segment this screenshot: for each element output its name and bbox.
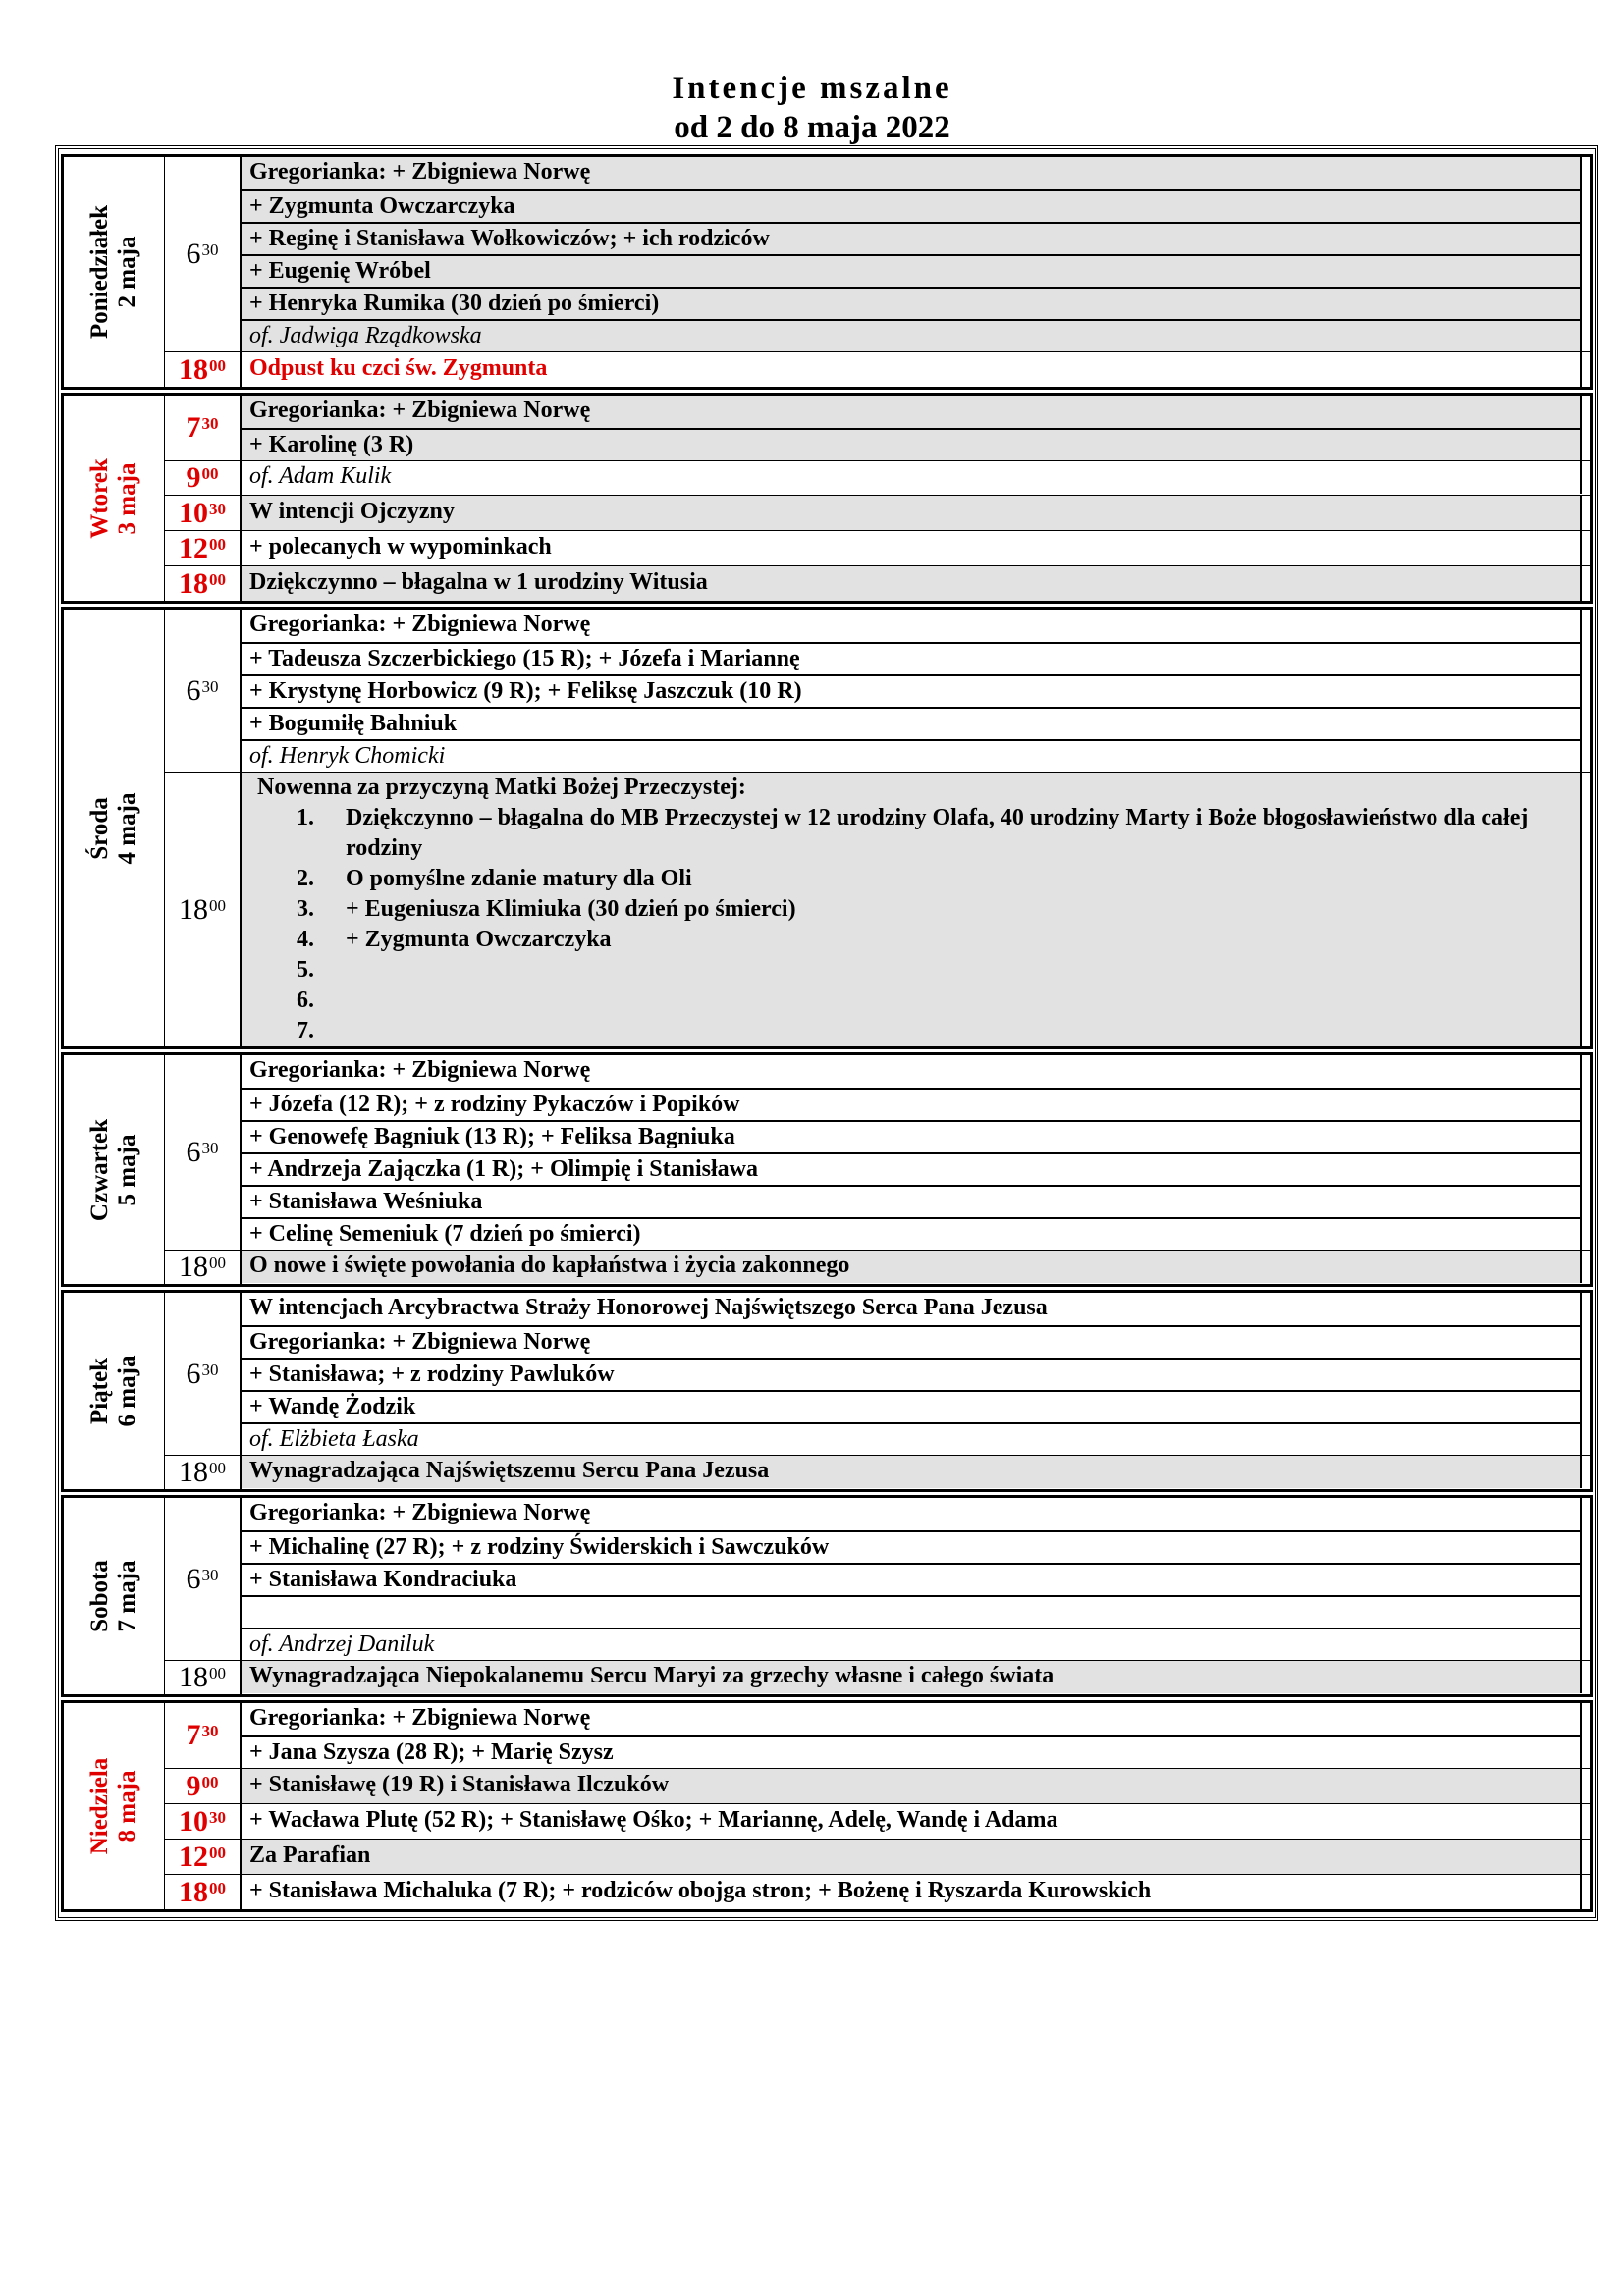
mass-slot	[165, 396, 1590, 461]
day-label	[64, 157, 165, 387]
mass-hour: 6	[186, 1136, 201, 1168]
intention-row: Gregorianka: + Zbigniewa Norwę	[242, 1498, 1582, 1530]
intention-row: Dziękczynno – błagalna w 1 urodziny Witusia	[242, 566, 1582, 601]
mass-minutes: 00	[201, 464, 219, 483]
intention-row: Gregorianka: + Zbigniewa Norwę	[242, 1055, 1582, 1088]
intention-row: + Jana Szysza (28 R); + Marię Szysz	[242, 1735, 1582, 1768]
day-block	[61, 1495, 1593, 1697]
intention-list	[242, 157, 1590, 351]
intention-list	[242, 773, 1590, 1046]
mass-slot	[165, 1661, 1590, 1694]
day-block	[61, 1290, 1593, 1492]
mass-slot	[165, 1251, 1590, 1284]
day-label-text	[86, 1356, 141, 1427]
novena-item-text	[346, 1016, 1572, 1046]
mass-hour: 9	[186, 1769, 201, 1802]
mass-minutes: 00	[209, 895, 226, 915]
novena-item-number: 4.	[297, 927, 314, 952]
day-block	[61, 1700, 1593, 1912]
intention-row: + Wandę Żodzik	[242, 1390, 1582, 1422]
mass-time	[165, 1703, 242, 1768]
day-label	[64, 1498, 165, 1694]
intention-row: + polecanych w wypominkach	[242, 531, 1582, 565]
mass-hour: 6	[186, 238, 201, 270]
intention-list	[242, 496, 1590, 530]
novena-item-text: + Zygmunta Owczarczyka	[346, 927, 612, 952]
day-block	[61, 607, 1593, 1049]
novena-heading: Nowenna za przyczyną Matki Bożej Przeczystej:	[257, 774, 746, 800]
intention-row: + Karolinę (3 R)	[242, 428, 1582, 460]
intention-row: + Stanisława; + z rodziny Pawluków	[242, 1358, 1582, 1390]
mass-hour: 7	[186, 1719, 201, 1751]
intention-row: + Genowefę Bagniuk (13 R); + Feliksa Bagniuka	[242, 1120, 1582, 1152]
intention-list	[242, 1251, 1590, 1284]
schedule-table	[55, 145, 1598, 1921]
intention-row	[242, 1595, 1582, 1628]
mass-minutes: 30	[201, 1139, 219, 1157]
day-date: 8 maja	[114, 1770, 140, 1842]
day-label	[64, 1055, 165, 1284]
mass-hour: 18	[179, 1456, 208, 1488]
intention-list	[242, 566, 1590, 601]
mass-time	[165, 157, 242, 351]
mass-slot	[165, 1703, 1590, 1769]
mass-minutes: 00	[201, 1772, 219, 1791]
mass-time	[165, 1293, 242, 1455]
intention-list	[242, 461, 1590, 495]
mass-minutes: 30	[201, 414, 219, 433]
day-block	[61, 1052, 1593, 1287]
day-date: 4 maja	[114, 792, 140, 864]
mass-time	[165, 1456, 242, 1489]
intention-row: Odpust ku czci św. Zygmunta	[242, 352, 1582, 387]
mass-time	[165, 1804, 242, 1839]
mass-slot	[165, 1498, 1590, 1661]
mass-list	[165, 1703, 1590, 1909]
mass-time	[165, 1875, 242, 1909]
intention-row: + Stanisławę (19 R) i Stanisława Ilczuków	[242, 1769, 1582, 1803]
day-name: Czwartek	[86, 1118, 113, 1221]
mass-time	[165, 1840, 242, 1874]
day-date: 3 maja	[114, 462, 140, 534]
mass-slot	[165, 1456, 1590, 1489]
mass-minutes: 00	[209, 569, 226, 589]
novena-item	[249, 803, 1572, 864]
intention-row: + Stanisława Kondraciuka	[242, 1563, 1582, 1595]
day-label-text	[86, 458, 141, 538]
intention-list	[242, 1661, 1590, 1694]
mass-hour: 7	[186, 411, 201, 444]
intention-row: Wynagradzająca Najświętszemu Sercu Pana Jezusa	[242, 1456, 1582, 1488]
mass-list	[165, 1498, 1590, 1694]
mass-list	[165, 1293, 1590, 1489]
mass-hour: 18	[179, 352, 208, 386]
mass-slot	[165, 1840, 1590, 1875]
day-name: Poniedziałek	[86, 204, 113, 340]
intention-row: + Zygmunta Owczarczyka	[242, 189, 1582, 222]
mass-time	[165, 461, 242, 495]
mass-slot	[165, 352, 1590, 387]
offerer-row: of. Andrzej Daniluk	[242, 1628, 1582, 1660]
day-name: Piątek	[86, 1357, 113, 1425]
novena-item	[249, 1016, 1572, 1046]
novena-item-text	[346, 986, 1572, 1016]
intention-row: W intencji Ojczyzny	[242, 496, 1582, 530]
offerer-row: of. Henryk Chomicki	[242, 739, 1582, 772]
page-title	[0, 69, 1624, 147]
mass-time	[165, 773, 242, 1046]
mass-slot	[165, 1769, 1590, 1804]
intention-row: Gregorianka: + Zbigniewa Norwę	[242, 1703, 1582, 1735]
mass-list	[165, 1055, 1590, 1284]
mass-minutes: 00	[209, 355, 226, 375]
offerer-row: of. Jadwiga Rządkowska	[242, 319, 1582, 351]
mass-time	[165, 396, 242, 460]
mass-slot	[165, 531, 1590, 566]
day-block	[61, 154, 1593, 390]
mass-hour: 12	[179, 531, 208, 564]
intention-list	[242, 531, 1590, 565]
intention-row: + Henryka Rumika (30 dzień po śmierci)	[242, 287, 1582, 319]
mass-hour: 6	[186, 1357, 201, 1390]
mass-slot	[165, 496, 1590, 531]
day-date: 6 maja	[114, 1355, 140, 1427]
novena-item	[249, 955, 1572, 986]
novena-item-number: 6.	[297, 988, 314, 1013]
mass-minutes: 00	[209, 1664, 226, 1682]
day-label-text	[86, 205, 141, 339]
novena-item-text: + Eugeniusza Klimiuka (30 dzień po śmierci)	[346, 896, 796, 922]
intention-row: + Stanisława Michaluka (7 R); + rodziców obojga stron; + Bożenę i Ryszarda Kurowskich	[242, 1875, 1582, 1909]
mass-minutes: 30	[201, 1565, 219, 1584]
intention-list	[242, 610, 1590, 772]
intention-list	[242, 1055, 1590, 1250]
intention-list	[242, 1769, 1590, 1803]
mass-minutes: 00	[209, 1254, 226, 1272]
intention-row: Gregorianka: + Zbigniewa Norwę	[242, 396, 1582, 428]
novena-item-number: 3.	[297, 896, 314, 922]
mass-minutes: 30	[209, 499, 226, 518]
intention-list	[242, 1498, 1590, 1660]
intention-row: Gregorianka: + Zbigniewa Norwę	[242, 1325, 1582, 1358]
intention-row: Gregorianka: + Zbigniewa Norwę	[242, 610, 1582, 642]
mass-hour: 18	[179, 1251, 208, 1283]
mass-minutes: 30	[201, 1722, 219, 1740]
day-name: Wtorek	[86, 457, 113, 539]
mass-time	[165, 496, 242, 530]
mass-slot	[165, 157, 1590, 352]
intention-row: + Stanisława Weśniuka	[242, 1185, 1582, 1217]
day-label	[64, 610, 165, 1046]
mass-slot	[165, 566, 1590, 601]
mass-hour: 9	[186, 461, 201, 494]
mass-slot	[165, 773, 1590, 1046]
intention-row: + Reginę i Stanisława Wołkowiczów; + ich rodziców	[242, 222, 1582, 254]
mass-minutes: 00	[209, 1878, 226, 1897]
novena-item-number: 2.	[297, 866, 314, 891]
intention-row: W intencjach Arcybractwa Straży Honorowej Najświętszego Serca Pana Jezusa	[242, 1293, 1582, 1325]
mass-time	[165, 610, 242, 772]
mass-hour: 18	[179, 892, 208, 926]
intention-row: Gregorianka: + Zbigniewa Norwę	[242, 157, 1582, 189]
mass-slot	[165, 1875, 1590, 1909]
day-label-text	[86, 1560, 141, 1632]
intention-list	[242, 1840, 1590, 1874]
novena-item-text: O pomyślne zdanie matury dla Oli	[346, 866, 692, 891]
intention-row: + Eugenię Wróbel	[242, 254, 1582, 287]
novena-item-text	[346, 955, 1572, 986]
mass-minutes: 30	[201, 1360, 219, 1379]
document-subtitle: od 2 do 8 maja 2022	[674, 110, 950, 145]
mass-slot	[165, 1804, 1590, 1840]
day-label	[64, 1703, 165, 1909]
day-name: Sobota	[86, 1560, 113, 1632]
intention-list	[242, 1875, 1590, 1909]
mass-hour: 6	[186, 1562, 201, 1595]
novena-item	[249, 864, 1572, 894]
mass-hour: 6	[186, 673, 201, 707]
day-label-text	[86, 1118, 141, 1220]
intention-row: + Krystynę Horbowicz (9 R); + Feliksę Jaszczuk (10 R)	[242, 674, 1582, 707]
mass-slot	[165, 1055, 1590, 1251]
mass-slot	[165, 1293, 1590, 1456]
intention-list	[242, 1703, 1590, 1768]
novena-item-number: 7.	[297, 1018, 314, 1043]
novena-item-number: 5.	[297, 957, 314, 983]
mass-minutes: 00	[209, 534, 226, 554]
mass-hour: 18	[179, 1661, 208, 1693]
mass-minutes: 00	[209, 1459, 226, 1477]
intention-list	[242, 1293, 1590, 1455]
mass-time	[165, 352, 242, 387]
intention-row: Za Parafian	[242, 1840, 1582, 1874]
novena-item	[249, 986, 1572, 1016]
mass-time	[165, 1251, 242, 1284]
intention-list	[242, 352, 1590, 387]
mass-hour: 18	[179, 566, 208, 600]
day-date: 7 maja	[114, 1560, 140, 1632]
novena-block	[242, 773, 1582, 1046]
mass-minutes: 30	[201, 240, 219, 259]
day-name: Niedziela	[86, 1757, 113, 1855]
intention-list	[242, 396, 1590, 460]
intention-list	[242, 1456, 1590, 1489]
mass-hour: 18	[179, 1875, 208, 1908]
novena-item	[249, 894, 1572, 925]
novena-item-number: 1.	[297, 805, 314, 830]
intention-row: + Józefa (12 R); + z rodziny Pykaczów i Popików	[242, 1088, 1582, 1120]
novena-item-text: Dziękczynno – błagalna do MB Przeczystej w 12 urodziny Olafa, 40 urodziny Marty i Boże błogosławieństwo dla całej rodziny	[346, 805, 1529, 861]
intention-row: O nowe i święte powołania do kapłaństwa i życia zakonnego	[242, 1251, 1582, 1283]
novena-item	[249, 925, 1572, 955]
mass-list	[165, 610, 1590, 1046]
mass-list	[165, 157, 1590, 387]
mass-slot	[165, 610, 1590, 773]
intention-row: Wynagradzająca Niepokalanemu Sercu Maryi za grzechy własne i całego świata	[242, 1661, 1582, 1693]
mass-slot	[165, 461, 1590, 496]
day-label-text	[86, 792, 141, 864]
mass-minutes: 00	[209, 1842, 226, 1862]
mass-minutes: 30	[201, 676, 219, 696]
day-name: Środa	[86, 796, 113, 860]
mass-time	[165, 1055, 242, 1250]
intention-row: + Tadeusza Szczerbickiego (15 R); + Józefa i Mariannę	[242, 642, 1582, 674]
offerer-row: of. Elżbieta Łaska	[242, 1422, 1582, 1455]
day-date: 5 maja	[114, 1134, 140, 1205]
day-date: 2 maja	[114, 236, 140, 308]
day-label	[64, 1293, 165, 1489]
day-block	[61, 393, 1593, 604]
mass-hour: 12	[179, 1840, 208, 1873]
mass-hour: 10	[179, 1804, 208, 1838]
intention-row: + Michalinę (27 R); + z rodziny Świderskich i Sawczuków	[242, 1530, 1582, 1563]
intention-row: + Wacława Plutę (52 R); + Stanisławę Ośko; + Mariannę, Adelę, Wandę i Adama	[242, 1804, 1582, 1839]
mass-hour: 10	[179, 496, 208, 529]
mass-time	[165, 531, 242, 565]
offerer-row: of. Adam Kulik	[242, 461, 1582, 494]
day-label-text	[86, 1758, 141, 1855]
mass-time	[165, 1498, 242, 1660]
document-title: Intencje mszalne	[672, 71, 952, 106]
mass-time	[165, 566, 242, 601]
mass-time	[165, 1769, 242, 1803]
intention-list	[242, 1804, 1590, 1839]
mass-list	[165, 396, 1590, 601]
mass-time	[165, 1661, 242, 1694]
mass-minutes: 30	[209, 1807, 226, 1827]
intention-row: + Bogumiłę Bahniuk	[242, 707, 1582, 739]
intention-row: + Andrzeja Zajączka (1 R); + Olimpię i Stanisława	[242, 1152, 1582, 1185]
intention-row: + Celinę Semeniuk (7 dzień po śmierci)	[242, 1217, 1582, 1250]
day-label	[64, 396, 165, 601]
